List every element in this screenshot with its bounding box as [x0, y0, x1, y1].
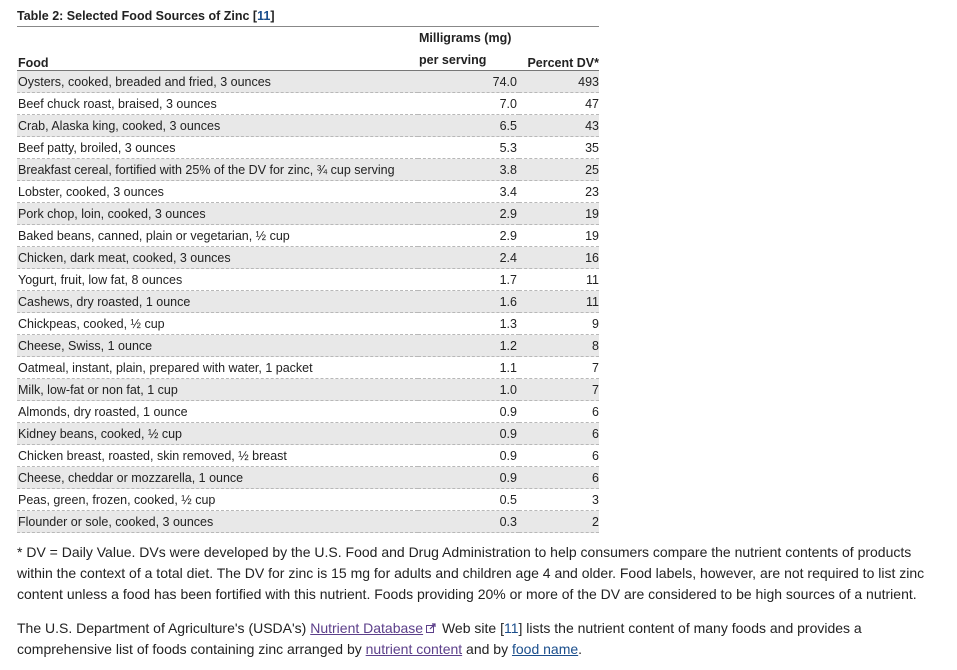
mg-cell: 3.8 — [418, 159, 519, 181]
food-cell: Baked beans, canned, plain or vegetarian, ½ cup — [17, 225, 418, 247]
dv-cell: 493 — [519, 71, 599, 93]
table-row — [17, 467, 599, 489]
dv-cell: 2 — [519, 511, 599, 533]
dv-cell: 23 — [519, 181, 599, 203]
table-row — [17, 269, 599, 291]
header-mg-line1: Milligrams (mg) — [419, 31, 512, 45]
table-row — [17, 357, 599, 379]
mg-cell: 74.0 — [418, 71, 519, 93]
table-row — [17, 203, 599, 225]
food-cell: Oysters, cooked, breaded and fried, 3 ounces — [17, 71, 418, 93]
dv-cell: 43 — [519, 115, 599, 137]
mg-cell: 1.0 — [418, 379, 519, 401]
para-text-1: The U.S. Department of Agriculture's (USDA's) — [17, 620, 311, 636]
food-cell: Oatmeal, instant, plain, prepared with water, 1 packet — [17, 357, 418, 379]
mg-cell: 5.3 — [418, 137, 519, 159]
dv-cell: 25 — [519, 159, 599, 181]
mg-cell: 1.3 — [418, 313, 519, 335]
dv-cell: 11 — [519, 269, 599, 291]
food-cell: Pork chop, loin, cooked, 3 ounces — [17, 203, 418, 225]
caption-ref-link[interactable]: 11 — [257, 9, 271, 23]
table-caption — [17, 9, 599, 27]
mg-cell: 0.5 — [418, 489, 519, 511]
mg-cell: 0.9 — [418, 401, 519, 423]
dv-cell: 8 — [519, 335, 599, 357]
nutrient-content-link[interactable]: nutrient content — [365, 641, 463, 657]
para-text-5: . — [578, 641, 583, 657]
para-text-4: and by — [462, 641, 512, 657]
dv-cell: 6 — [519, 467, 599, 489]
caption-close: ] — [270, 9, 275, 23]
table-row — [17, 159, 599, 181]
mg-cell: 1.6 — [418, 291, 519, 313]
header-food-spacer — [17, 28, 418, 48]
dv-cell: 6 — [519, 423, 599, 445]
mg-cell: 0.3 — [418, 511, 519, 533]
dv-cell: 19 — [519, 225, 599, 247]
mg-cell: 7.0 — [418, 93, 519, 115]
food-cell: Cheese, Swiss, 1 ounce — [17, 335, 418, 357]
food-cell: Beef patty, broiled, 3 ounces — [17, 137, 418, 159]
food-cell: Milk, low-fat or non fat, 1 cup — [17, 379, 418, 401]
mg-cell: 2.4 — [418, 247, 519, 269]
table-body — [17, 71, 599, 533]
table-row — [17, 71, 599, 93]
food-cell: Breakfast cereal, fortified with 25% of the DV for zinc, ¾ cup serving — [17, 159, 418, 181]
food-cell: Chickpeas, cooked, ½ cup — [17, 313, 418, 335]
mg-cell: 0.9 — [418, 445, 519, 467]
dv-cell: 3 — [519, 489, 599, 511]
dv-cell: 6 — [519, 401, 599, 423]
food-cell: Chicken breast, roasted, skin removed, ½ breast — [17, 445, 418, 467]
table-row — [17, 247, 599, 269]
food-cell: Cashews, dry roasted, 1 ounce — [17, 291, 418, 313]
mg-cell: 0.9 — [418, 467, 519, 489]
food-cell: Crab, Alaska king, cooked, 3 ounces — [17, 115, 418, 137]
table-row — [17, 93, 599, 115]
mg-cell: 1.7 — [418, 269, 519, 291]
food-cell: Lobster, cooked, 3 ounces — [17, 181, 418, 203]
table-row — [17, 423, 599, 445]
mg-cell: 1.1 — [418, 357, 519, 379]
food-cell: Peas, green, frozen, cooked, ½ cup — [17, 489, 418, 511]
dv-cell: 7 — [519, 379, 599, 401]
table-row — [17, 115, 599, 137]
table-row — [17, 225, 599, 247]
table-row — [17, 137, 599, 159]
mg-cell: 2.9 — [418, 225, 519, 247]
table-row — [17, 511, 599, 533]
mg-cell: 2.9 — [418, 203, 519, 225]
dv-cell: 11 — [519, 291, 599, 313]
external-link-icon[interactable] — [426, 623, 436, 633]
para-text-3: ] lists the nutrient content of many foods and provides a comprehensive list of foods containing zinc arranged by — [17, 620, 862, 657]
usda-paragraph — [17, 618, 937, 660]
table-row — [17, 379, 599, 401]
header-dv: Percent DV* — [519, 48, 599, 71]
nutrient-database-link[interactable]: Nutrient Database — [310, 620, 424, 636]
table-row — [17, 181, 599, 203]
food-cell: Cheese, cheddar or mozzarella, 1 ounce — [17, 467, 418, 489]
food-cell: Almonds, dry roasted, 1 ounce — [17, 401, 418, 423]
header-food: Food — [17, 48, 418, 71]
footnote: * DV = Daily Value. DVs were developed by the U.S. Food and Drug Administration to help consumers compare the nutrient contents of products within the context of a total diet. The DV for zinc is 15 mg for adults and children age 4 and older. Food labels, however, are not required to list zinc content unless a food has been fortified with this nutrient. Foods providing 20% or more of the DV are considered to be high sources of a nutrient. — [17, 544, 925, 602]
dv-cell: 6 — [519, 445, 599, 467]
caption-text: Table 2: Selected Food Sources of Zinc [ — [17, 9, 258, 23]
zinc-food-table — [17, 28, 599, 533]
table-row — [17, 291, 599, 313]
food-cell: Flounder or sole, cooked, 3 ounces — [17, 511, 418, 533]
dv-cell: 16 — [519, 247, 599, 269]
dv-cell: 19 — [519, 203, 599, 225]
mg-cell: 3.4 — [418, 181, 519, 203]
dv-cell: 9 — [519, 313, 599, 335]
food-cell: Beef chuck roast, braised, 3 ounces — [17, 93, 418, 115]
table-row — [17, 335, 599, 357]
mg-cell: 1.2 — [418, 335, 519, 357]
dv-cell: 7 — [519, 357, 599, 379]
food-name-link[interactable]: food name — [511, 641, 579, 657]
table-row — [17, 401, 599, 423]
dv-cell: 35 — [519, 137, 599, 159]
mg-cell: 0.9 — [418, 423, 519, 445]
header-mg-line2: per serving — [418, 48, 519, 71]
food-cell: Chicken, dark meat, cooked, 3 ounces — [17, 247, 418, 269]
food-cell: Kidney beans, cooked, ½ cup — [17, 423, 418, 445]
dv-cell: 47 — [519, 93, 599, 115]
table-row — [17, 313, 599, 335]
para-ref-link[interactable]: 11 — [503, 620, 519, 636]
table-row — [17, 445, 599, 467]
para-text-2: Web site [ — [438, 620, 504, 636]
mg-cell: 6.5 — [418, 115, 519, 137]
header-dv-spacer — [519, 28, 599, 48]
food-cell: Yogurt, fruit, low fat, 8 ounces — [17, 269, 418, 291]
table-row — [17, 489, 599, 511]
